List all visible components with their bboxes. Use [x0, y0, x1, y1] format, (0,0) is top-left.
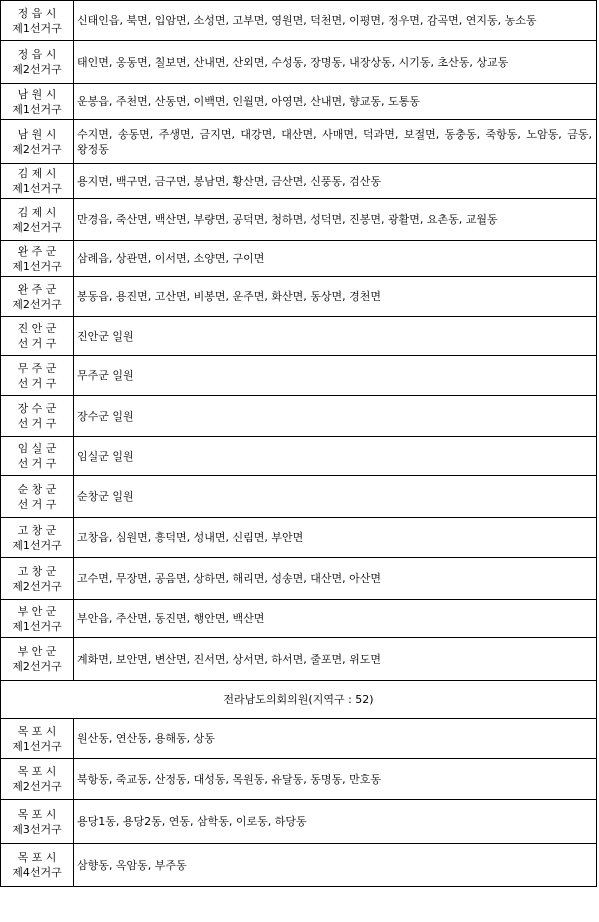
- district-areas-cell: 임실군 일원: [74, 437, 597, 476]
- district-name-cell: [1, 120, 74, 164]
- district-name-line1: 순 창 군: [17, 482, 57, 496]
- district-name-cell: [1, 476, 74, 518]
- district-areas-cell: 태인면, 옹동면, 칠보면, 산내면, 산외면, 수성동, 장명동, 내장상동, 시기동, 초산동, 상교동: [74, 41, 597, 84]
- district-row: [1, 759, 597, 800]
- district-name-cell: [1, 759, 74, 800]
- district-name-cell: [1, 356, 74, 396]
- district-name-cell: [1, 638, 74, 681]
- district-areas-cell: 장수군 일원: [74, 396, 597, 437]
- district-row: [1, 41, 597, 84]
- district-row: [1, 437, 597, 476]
- district-name-cell: [1, 41, 74, 84]
- district-name-line2: 선 거 구: [17, 417, 57, 430]
- district-row: [1, 558, 597, 600]
- district-name-cell: [1, 241, 74, 277]
- district-row: [1, 1, 597, 41]
- district-areas-cell: 용당1동, 용당2동, 연동, 삼학동, 이로동, 하당동: [74, 800, 597, 844]
- district-name-line1: 진 안 군: [17, 322, 57, 335]
- district-name-line1: 목 포 시: [17, 724, 57, 738]
- district-row: [1, 356, 597, 396]
- district-areas-cell: 순창군 일원: [74, 476, 597, 518]
- district-name-line2: 제4선거구: [12, 866, 62, 879]
- district-name-line1: 김 제 시: [17, 205, 57, 219]
- district-row: [1, 241, 597, 277]
- district-row: [1, 84, 597, 120]
- district-name-cell: [1, 396, 74, 437]
- district-name-cell: [1, 317, 74, 356]
- district-name-line1: 장 수 군: [17, 402, 57, 415]
- district-name-line2: 제2선거구: [12, 660, 62, 673]
- district-name-cell: [1, 84, 74, 120]
- district-name-line2: 제1선거구: [12, 538, 62, 552]
- district-name-cell: [1, 800, 74, 844]
- district-name-cell: [1, 277, 74, 317]
- district-areas-cell: 만경읍, 죽산면, 백산면, 부량면, 공덕면, 청하면, 성덕면, 진봉면, 광활면, 요촌동, 교월동: [74, 199, 597, 241]
- district-row: [1, 277, 597, 317]
- district-name-line1: 남 원 시: [17, 87, 57, 101]
- district-areas-cell: 고수면, 무장면, 공음면, 상하면, 해리면, 성송면, 대산면, 아산면: [74, 558, 597, 600]
- district-name-line2: 제2선거구: [12, 780, 62, 793]
- district-row: [1, 396, 597, 437]
- district-areas-cell: 삼례읍, 상관면, 이서면, 소양면, 구이면: [74, 241, 597, 277]
- district-name-line2: 선 거 구: [17, 497, 57, 511]
- district-name-line2: 제2선거구: [12, 297, 62, 311]
- district-areas-cell: 용지면, 백구면, 금구면, 봉남면, 황산면, 금산면, 신풍동, 검산동: [74, 164, 597, 199]
- district-name-cell: [1, 558, 74, 600]
- district-name-line2: 제3선거구: [12, 822, 62, 836]
- district-areas-cell: 계화면, 보안면, 변산면, 진서면, 상서면, 하서면, 줄포면, 위도면: [74, 638, 597, 681]
- district-row: [1, 199, 597, 241]
- section-header: 전라남도의회의원(지역구 : 52): [1, 681, 597, 719]
- district-row: [1, 476, 597, 518]
- district-areas-cell: 진안군 일원: [74, 317, 597, 356]
- district-table-body: [1, 1, 597, 887]
- district-row: [1, 518, 597, 558]
- district-name-line2: 제1선거구: [12, 259, 62, 273]
- district-name-line1: 완 주 군: [17, 282, 57, 296]
- district-name-line1: 김 제 시: [17, 167, 57, 180]
- district-name-line2: 선 거 구: [17, 337, 57, 350]
- district-name-line2: 제2선거구: [12, 63, 62, 76]
- district-name-line2: 제1선거구: [12, 739, 62, 753]
- district-row: [1, 638, 597, 681]
- district-name-cell: [1, 1, 74, 41]
- district-name-line2: 제1선거구: [12, 102, 62, 116]
- district-areas-cell: 고창읍, 심원면, 흥덕면, 성내면, 신림면, 부안면: [74, 518, 597, 558]
- district-row: [1, 317, 597, 356]
- district-row: [1, 600, 597, 638]
- district-areas-cell: 운봉읍, 주천면, 산동면, 이백면, 인월면, 아영면, 산내면, 향교동, 도통동: [74, 84, 597, 120]
- district-areas-cell: 봉동읍, 용진면, 고산면, 비봉면, 운주면, 화산면, 동상면, 경천면: [74, 277, 597, 317]
- district-name-line1: 남 원 시: [17, 127, 57, 141]
- district-name-line2: 제1선거구: [12, 182, 62, 195]
- district-areas-cell: 무주군 일원: [74, 356, 597, 396]
- district-row: [1, 719, 597, 759]
- district-areas-cell: 부안읍, 주산면, 동진면, 행안면, 백산면: [74, 600, 597, 638]
- district-name-line1: 목 포 시: [17, 851, 57, 864]
- district-name-line2: 제2선거구: [12, 142, 62, 156]
- district-row: [1, 800, 597, 844]
- district-name-line1: 고 창 군: [17, 564, 57, 578]
- district-areas-cell: 신태인읍, 북면, 입암면, 소성면, 고부면, 영원면, 덕천면, 이평면, 정우면, 감곡면, 연지동, 농소동: [74, 1, 597, 41]
- district-name-line2: 제1선거구: [12, 21, 62, 35]
- district-name-line2: 선 거 구: [17, 457, 57, 470]
- district-name-line1: 고 창 군: [17, 523, 57, 537]
- district-name-line1: 부 안 군: [17, 645, 57, 658]
- district-name-line1: 무 주 군: [17, 361, 57, 375]
- district-areas-cell: 삼향동, 옥암동, 부주동: [74, 844, 597, 887]
- district-name-line1: 정 읍 시: [17, 48, 57, 61]
- district-row: [1, 164, 597, 199]
- district-name-cell: [1, 518, 74, 558]
- district-areas-cell: 수지면, 송동면, 주생면, 금지면, 대강면, 대산면, 사매면, 덕과면, 보절면, 동충동, 죽항동, 노암동, 금동, 왕정동: [74, 120, 597, 164]
- district-name-cell: [1, 199, 74, 241]
- district-name-cell: [1, 600, 74, 638]
- district-name-line2: 제1선거구: [12, 619, 62, 633]
- district-name-line2: 제2선거구: [12, 220, 62, 234]
- district-name-line1: 목 포 시: [17, 765, 57, 778]
- district-name-line1: 정 읍 시: [17, 6, 57, 20]
- district-areas-cell: 북항동, 죽교동, 산정동, 대성동, 목원동, 유달동, 동명동, 만호동: [74, 759, 597, 800]
- district-name-line1: 임 실 군: [17, 442, 57, 455]
- district-row: [1, 844, 597, 887]
- district-name-line1: 완 주 군: [17, 244, 57, 258]
- district-row: [1, 120, 597, 164]
- district-name-line2: 선 거 구: [17, 376, 57, 390]
- district-name-cell: [1, 164, 74, 199]
- district-name-cell: [1, 844, 74, 887]
- district-name-cell: [1, 437, 74, 476]
- district-name-line2: 제2선거구: [12, 579, 62, 593]
- district-name-line1: 부 안 군: [17, 604, 57, 618]
- district-areas-cell: 원산동, 연산동, 용해동, 상동: [74, 719, 597, 759]
- section-header-row: [1, 681, 597, 719]
- district-name-line1: 목 포 시: [17, 807, 57, 821]
- district-name-cell: [1, 719, 74, 759]
